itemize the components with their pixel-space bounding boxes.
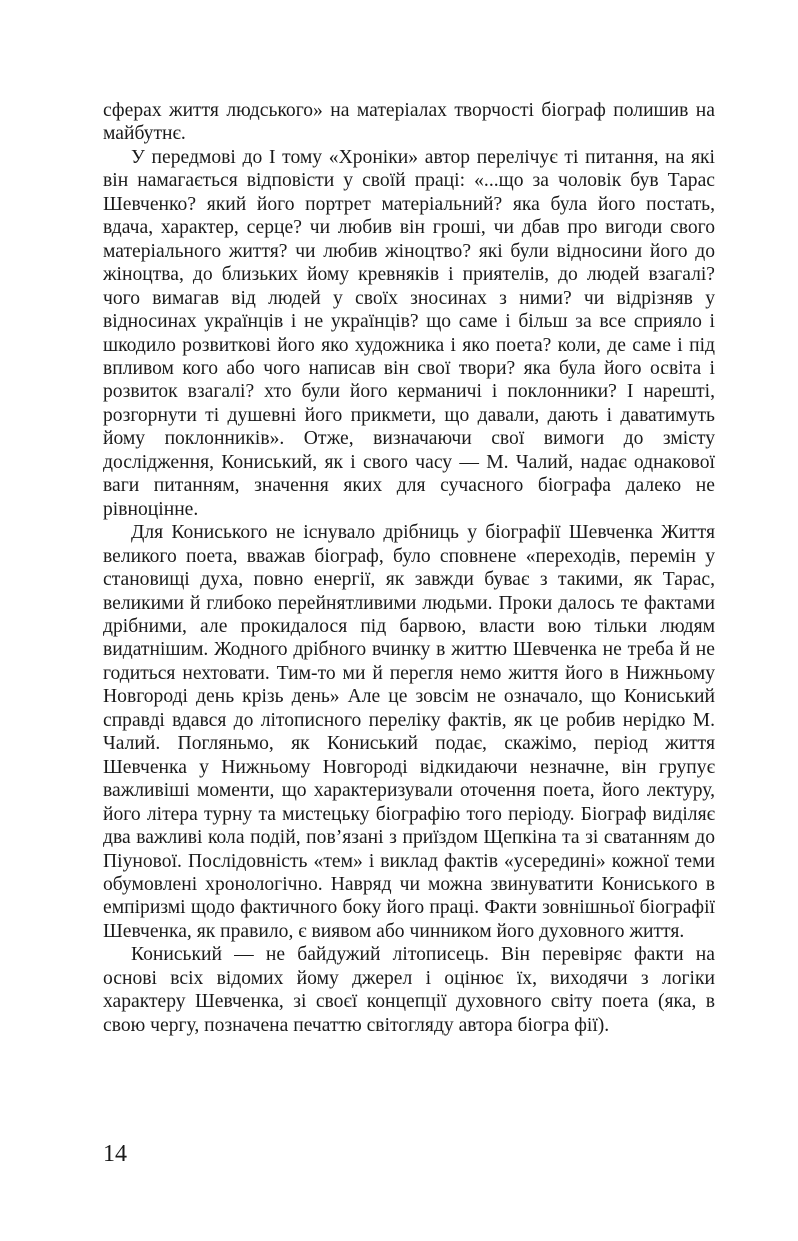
paragraph-khroniky-questions: У передмові до І тому «Хроніки» автор перелічує ті питання, на які він намагається відповісти у своїй праці: «...що за чоловік був Тарас Шевченко? який його портрет матеріальний? яка була його постать, вдача, характер, серце? чи любив він гроші, чи дбав про вигоди свого матеріального життя? чи любив жіноцтво? які були відносини його до жіноцтва, до близьких йому кревняків і приятелів, до людей взагалі? чого вимагав від людей у своїх зносинах з ними? чи відрізняв у відносинах українців і не українців? що саме і більш за все сприяло і шкодило розвиткові його яко художника і яко поета? коли, де саме і під впливом кого або чого написав він свої твори? яка була його освіта і розвиток взагалі? хто були його керманичі і поклонники? І нарешті, розгорнути ті душевні його прикмети, що давали, дають і даватимуть йому поклонників». Отже, визначаючи свої вимоги до змісту дослідження, Кониський, як і свого часу — М. Чалий, надає однакової ваги питанням, значення яких для сучасного біографа далеко не рівноцінне. [103,146,715,520]
page-body [103,99,715,1037]
paragraph-no-trifles: Для Кониського не існувало дрібниць у біографії Шевченка Життя великого поета, вважав біограф, було сповнене «переходів, перемін у становищі духа, повно енергії, як завжди буває з такими, як Тарас, великими й глибоко перейнятливими людьми. Проки далось те фактами дрібними, але прокидалося під барвою, власти вою тільки людям видатнішим. Жодного дрібного вчинку в життю Шевченка не треба й не годиться нехтовати. Тим-то ми й перегля немо життя його в Нижньому Новгороді день крізь день» Але це зовсім не означало, що Кониський справді вдався до літописного переліку фактів, як це робив нерідко М. Чалий. Погляньмо, як Кониський подає, скажімо, період життя Шевченка у Нижньому Новгороді відкидаючи незначне, він групує важливіші моменти, що характеризували оточення поета, його лектуру, його літера турну та мистецьку біографію того періоду. Біограф виділяє два важливі кола подій, пов’язані з приїздом Щепкіна та зі сватанням до Піунової. Послідовність «тем» і виклад фактів «усередині» кожної теми обумовлені хронологічно. Навряд чи можна звинуватити Кониського в емпіризмі щодо фактичного боку його праці. Факти зовнішньої біографії Шевченка, як правило, є виявом або чинником його духовного життя. [103,522,715,942]
page-number: 14 [103,1141,127,1167]
paragraph-continuation: сферах життя людського» на матеріалах творчості біограф полишив на майбутнє. [103,100,715,145]
paragraph-not-indifferent-chronicler: Кониський — не байдужий літописець. Він перевіряє факти на основі всіх відомих йому джерел і оцінює їх, виходячи з логіки характеру Шевченка, зі своєї концепції духовного світу поета (яка, в свою чергу, позначена печаттю світогляду автора біогра фії). [103,944,715,1036]
